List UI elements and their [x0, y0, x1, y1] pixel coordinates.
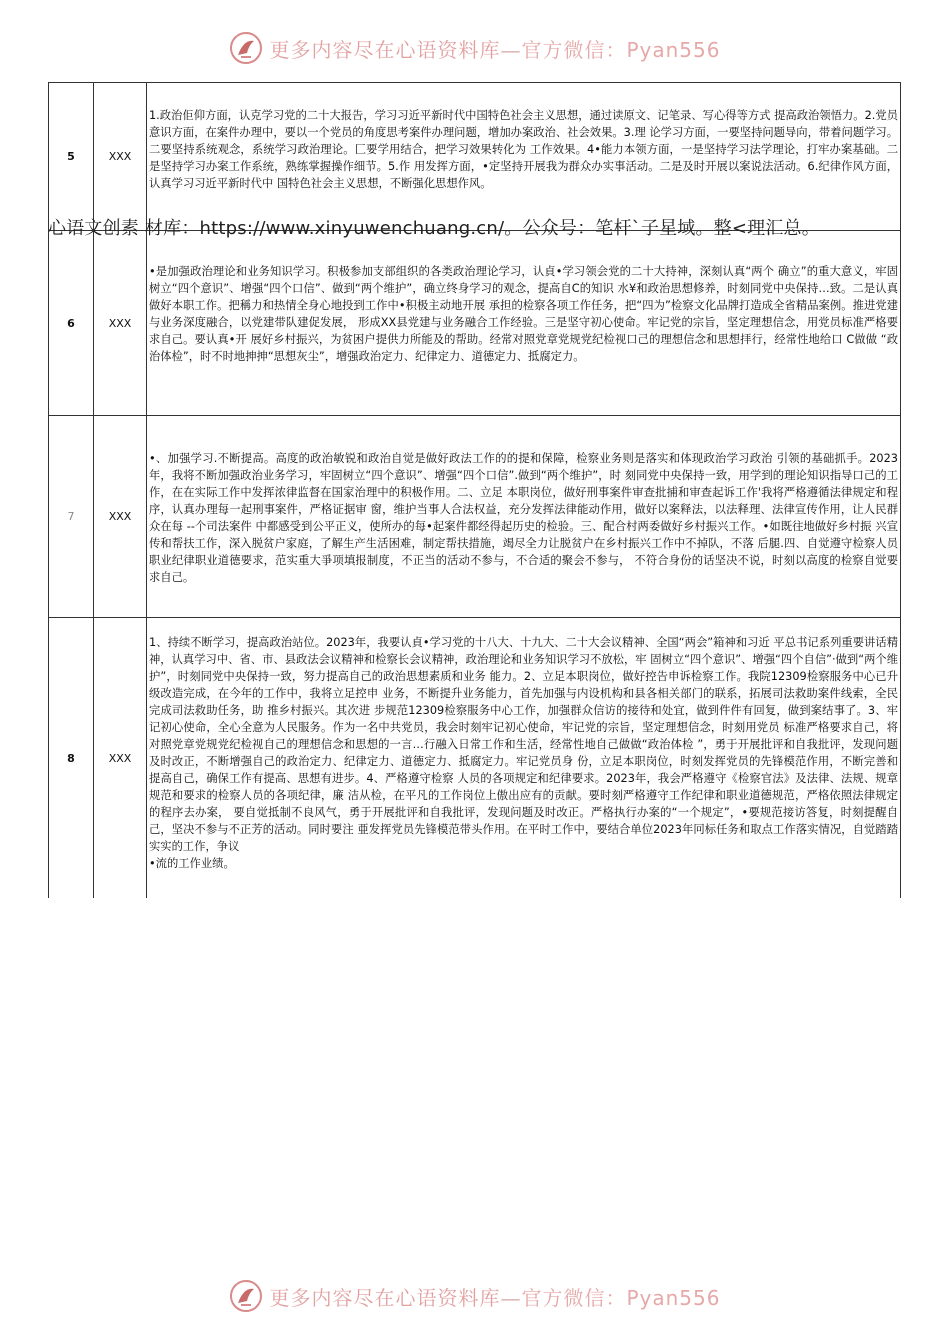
row-content-cell [147, 83, 901, 231]
header-banner [0, 28, 950, 68]
row-number: 7 [49, 416, 94, 618]
footer-banner-text [269, 1282, 720, 1311]
row-content-cell [147, 618, 901, 899]
header-banner-main: 更多内容尽在心语资料库 [269, 37, 501, 62]
row-content-cell [147, 416, 901, 618]
footer-banner [0, 1276, 950, 1316]
row-content [149, 634, 898, 872]
brand-logo-icon [229, 1279, 263, 1313]
row-name: XXX [94, 618, 147, 899]
table-row [49, 231, 901, 416]
records-table [48, 82, 901, 898]
header-banner-sep: — [500, 37, 522, 62]
row-content-main: 1、持续不断学习，提高政治站位。2023年，我要认貞•学习党的十八大、十九大、二十大会议精神、全国“两会”箱神和习近 平总书记系列重要讲话精神，认真学习中、省、市、县政法会议精神和检察长会议精神，政治理论和业务知识学习不放松，牢 固树立“四个意识”、增强“四个自信”·做到“两个维护”，时刻同党中央保持一致，努力提高自己的政治思想素质和业务 能力。2、立足本职岗位，做好控告申诉检察工作。我院12309检察服务中心已升级改造完成，在今年的工作中，我将立足控申 业务，不断提升业务能力，首先加强与内设机构和县各相关部门的联系，拓展司法救助案件线索，全民完成司法救助任务，助 推乡村振兴。其次进 步规范12309检察服务中心工作，加强群众信访的接待和处宜，做到件件有回复，做到案结事了。3、牢 记初心使命，全心全意为人民服务。作为一名中共党员，我会时刻牢记初心使命，牢记党的宗旨，坚定理想信念，时刻用党员 标准严格要求自己，将对照党章党规党纪检视自己的理想信念和思想的一言…行融入日常工作和生活，经常性地自己做做“政治体检 ”，勇于开展批评和自我批评，发现问题及时改正，不断增强自己的政治定力、纪律定力、道德定力、抵腐定力。牢记党员身 份，立足本职岗位，时刻发挥党员的先锋模范作用，不断完善和提高自己，确保工作有提高、思想有进步。4、严格遵守检察 人员的各项规定和纪律要求。2023年，我会严格遵守《检察官法》及法律、法规、规章规范和要求的检察人员的各项纪律，廉 洁从检，在平凡的工作岗位上傲出应有的贡献。要时刻严格遵守工作纪律和职业道德规范，严格依照法律规定的程序去办案， 要自觉抵制不良风气，勇于开展批评和自我批评，发现问题及时改正。严格执行办案的“一个规定”，•要规范接访答复，时刻提醒自己，坚决不参与不正芳的活动。同时要注 亜发挥党员先锋模范带头作用。在平时工作中，要结合单位2023年冋标任务和取点工作落实情况，自觉踏踏实实的工作，争议 [149, 636, 898, 853]
row-name: XXX [94, 231, 147, 416]
row-name: XXX [94, 416, 147, 618]
row-number: 5 [49, 83, 94, 231]
row-content-tail: •流的工作业绩。 [149, 857, 235, 870]
row-content: •、加强学习.不断提高。高度的政治敏锐和政治自觉是做好政法工作的的提和保障，检察业务则是落实和体现政治学习政治 引领的基础抓手。2023年，我将不断加强政治业务学习，牢固树立“四个意识”、增强“四个口信”.做到“两个维护”，时 刻同党中央保持一致，用学到的理论知识指导口己的工作，在在实际工作中发挥浓律监督在国家治理中的积极作用。二、立足 本职岗位，做好刑事案件审查批捕和审查起诉工作'我将严格遵循法律规定和程序，认真办理每一起刑事案件，严格证据审 窗，维护当事人合法权益，充分发挥法律能动作用，做好以案释法，以法释理、法律宣传作用，让人民群众在每 --个司法案件 中都感受到公平正义，使所办的每•起案件都经得起历史的检验。三、配合村两委做好乡村振兴工作。•如既往地做好乡村振 兴宣传和帮扶工作，深入脱贫户家庭，了解生产生活困难，制定帮扶措施，竭尽全力让脱贫户在乡村振兴工作中不掉队，不落 后腿.四、自觉遵守检察人员职业纪律职业道德要求，范实重大爭项填报制度，不正当的活动不参与，不合适的聚会不参与， 不符合身份的话坚决不说，时刻以高度的检察自觉要求自己。 [149, 452, 898, 584]
table-row [49, 83, 901, 231]
header-banner-wechat: 官方微信：Pyan556 [521, 37, 721, 62]
row-name: XXX [94, 83, 147, 231]
row-number: 8 [49, 618, 94, 899]
footer-banner-sep: — [500, 1285, 522, 1310]
footer-banner-wechat: 官方微信：Pyan556 [521, 1285, 721, 1310]
watermark-overlay: 心语文创素 材库：https://www.xinyuwenchuang.cn/。公众号：笔杆`子星域。整<理汇总。 [48, 218, 820, 239]
row-content-cell [147, 231, 901, 416]
row-number: 6 [49, 231, 94, 416]
row-content: 1.政治佢仰方面，认克学习党的二十大报告，学习习近平新时代中国特色社会主义思想，通过读原文、记笔录、写心得等方式 提高政治领悟力。2.党员意识方面，在案件办理中，要以一个党员的角度思考案件办理问题，增加办案政治、社会效果。3.理 论学习方面，一要坚持问题导向，带着问题学习。二要坚持系统观念，系统学习政治理论。匚要学用结合，把学习效果转化为 工作效果。4•能力本领方面，一是坚持学习法学理论，打牢办案基础。二是坚持学习办案工作系统，熟练掌握操作细节。5.作 用发挥方面，•定坚持开展我为群众办实事活动。二是及时开展以案说法活动。6.纪律作风方面，认真学习习近平新时代中 国特色社会主义思想，不断强化思想作风。 [149, 109, 898, 190]
footer-banner-main: 更多内容尽在心语资料库 [269, 1285, 501, 1310]
header-banner-text [269, 34, 720, 63]
table-row [49, 618, 901, 899]
row-content: •是加强政治理论和业务知识学习。积极参加支部组织的各类政治理论学习，认貞•学习领会党的二十大持神，深刻认真“两个 确立”的重大意义，牢固树立“四个意识”、增强“四个口信”、做到“两个维护”，确立终身学习的观念，提高自C的知识 水¥和政治思想修养，时刻同党中央保持…致。二是认真做好本职工作。把稱力和热情全身心地投到工作中•积极主动地开展 承担的检察各项工作任务，把“四为”检察文化品牌打造成全省精品案例。推进党建与业务深度融合，以党建带队建促发展， 形成XX县党建与业务融合工作经验。三是坚守初心使命。牢记党的宗旨，坚定理想信念，用党员标准严格要求自己。要认真•开 展好乡村振兴，为贫困户提供力所能及的帮助。经常对照党章党规党纪检视口己的理想信念和思想拝行，经常性地给口 C做做 “政治体检”，时不时地抻抻“思想灰尘”，增强政治定力、纪律定力、道德定力、抵腐定力。 [149, 265, 898, 363]
brand-logo-icon [229, 31, 263, 65]
table-row [49, 416, 901, 618]
